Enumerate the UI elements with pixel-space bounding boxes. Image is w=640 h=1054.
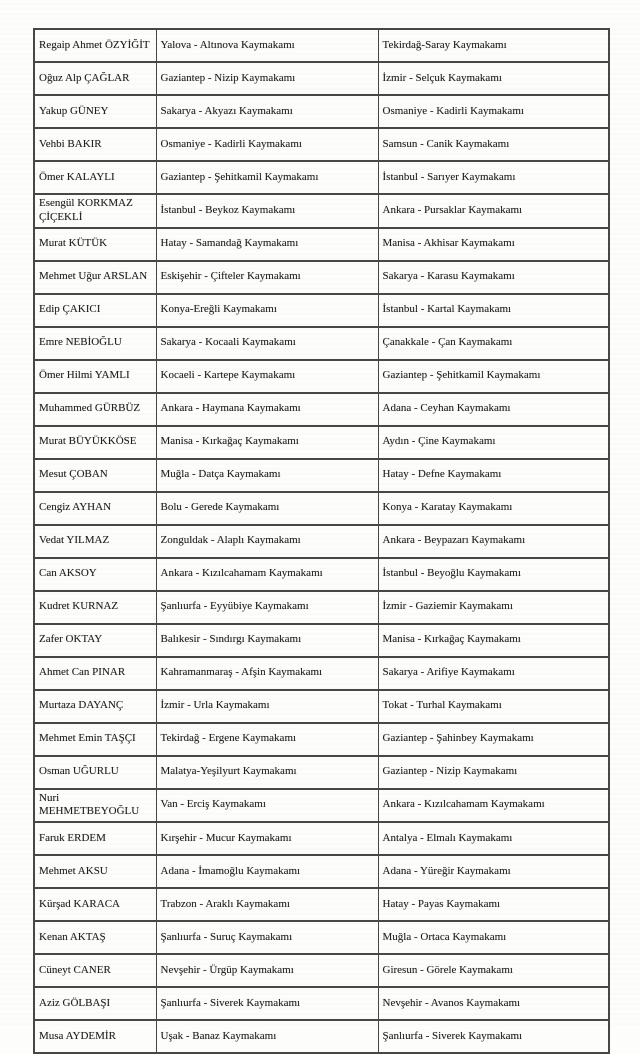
- new-post-cell: Ankara - Beypazarı Kaymakamı: [378, 525, 609, 558]
- new-post-cell: Antalya - Elmalı Kaymakamı: [378, 822, 609, 855]
- appointee-name-cell: Ömer KALAYLI: [34, 161, 156, 194]
- current-post-cell: Ankara - Haymana Kaymakamı: [156, 393, 378, 426]
- table-row: [34, 723, 609, 756]
- table-row: [34, 888, 609, 921]
- current-post-cell: Muğla - Datça Kaymakamı: [156, 459, 378, 492]
- appointee-name-cell: Kürşad KARACA: [34, 888, 156, 921]
- appointee-name-cell: Mehmet Emin TAŞÇI: [34, 723, 156, 756]
- appointee-name-cell: Vedat YILMAZ: [34, 525, 156, 558]
- appointee-name-cell: Murat KÜTÜK: [34, 228, 156, 261]
- table-row: [34, 459, 609, 492]
- appointee-name-cell: Aziz GÖLBAŞI: [34, 987, 156, 1020]
- new-post-cell: İzmir - Selçuk Kaymakamı: [378, 62, 609, 95]
- table-row: [34, 62, 609, 95]
- current-post-cell: Balıkesir - Sındırgı Kaymakamı: [156, 624, 378, 657]
- appointee-name-cell: Can AKSOY: [34, 558, 156, 591]
- table-row: [34, 690, 609, 723]
- current-post-cell: Gaziantep - Şehitkamil Kaymakamı: [156, 161, 378, 194]
- table-row: [34, 194, 609, 228]
- appointee-name-cell: Yakup GÜNEY: [34, 95, 156, 128]
- appointee-name-cell: Cengiz AYHAN: [34, 492, 156, 525]
- table-row: [34, 327, 609, 360]
- current-post-cell: İzmir - Urla Kaymakamı: [156, 690, 378, 723]
- table-row: [34, 261, 609, 294]
- appointee-name-cell: Cüneyt CANER: [34, 954, 156, 987]
- appointee-name-cell: Ahmet Can PINAR: [34, 657, 156, 690]
- table-row: [34, 161, 609, 194]
- current-post-cell: Nevşehir - Ürgüp Kaymakamı: [156, 954, 378, 987]
- new-post-cell: Hatay - Defne Kaymakamı: [378, 459, 609, 492]
- current-post-cell: Kocaeli - Kartepe Kaymakamı: [156, 360, 378, 393]
- current-post-cell: Tekirdağ - Ergene Kaymakamı: [156, 723, 378, 756]
- table-row: [34, 228, 609, 261]
- current-post-cell: Malatya-Yeşilyurt Kaymakamı: [156, 756, 378, 789]
- current-post-cell: Şanlıurfa - Suruç Kaymakamı: [156, 921, 378, 954]
- table-row: [34, 624, 609, 657]
- new-post-cell: Samsun - Canik Kaymakamı: [378, 128, 609, 161]
- current-post-cell: Sakarya - Akyazı Kaymakamı: [156, 95, 378, 128]
- table-row: [34, 657, 609, 690]
- new-post-cell: Hatay - Payas Kaymakamı: [378, 888, 609, 921]
- current-post-cell: Osmaniye - Kadirli Kaymakamı: [156, 128, 378, 161]
- appointee-name-cell: Osman UĞURLU: [34, 756, 156, 789]
- table-row: [34, 756, 609, 789]
- current-post-cell: Şanlıurfa - Siverek Kaymakamı: [156, 987, 378, 1020]
- table-row: [34, 921, 609, 954]
- new-post-cell: Gaziantep - Nizip Kaymakamı: [378, 756, 609, 789]
- table-row: [34, 987, 609, 1020]
- new-post-cell: Tokat - Turhal Kaymakamı: [378, 690, 609, 723]
- appointee-name-cell: Murtaza DAYANÇ: [34, 690, 156, 723]
- new-post-cell: Manisa - Akhisar Kaymakamı: [378, 228, 609, 261]
- current-post-cell: Ankara - Kızılcahamam Kaymakamı: [156, 558, 378, 591]
- table-row: [34, 393, 609, 426]
- appointee-name-cell: Kudret KURNAZ: [34, 591, 156, 624]
- table-row: [34, 426, 609, 459]
- current-post-cell: Kırşehir - Mucur Kaymakamı: [156, 822, 378, 855]
- appointee-name-cell: Regaip Ahmet ÖZYİĞİT: [34, 29, 156, 62]
- current-post-cell: Hatay - Samandağ Kaymakamı: [156, 228, 378, 261]
- new-post-cell: Şanlıurfa - Siverek Kaymakamı: [378, 1020, 609, 1053]
- new-post-cell: Nevşehir - Avanos Kaymakamı: [378, 987, 609, 1020]
- appointee-name-cell: Nuri MEHMETBEYOĞLU: [34, 789, 156, 823]
- table-row: [34, 855, 609, 888]
- table-row: [34, 525, 609, 558]
- table-row: [34, 789, 609, 823]
- appointee-name-cell: Zafer OKTAY: [34, 624, 156, 657]
- new-post-cell: Sakarya - Arifiye Kaymakamı: [378, 657, 609, 690]
- new-post-cell: Gaziantep - Şahinbey Kaymakamı: [378, 723, 609, 756]
- new-post-cell: Adana - Ceyhan Kaymakamı: [378, 393, 609, 426]
- current-post-cell: Eskişehir - Çifteler Kaymakamı: [156, 261, 378, 294]
- current-post-cell: Konya-Ereğli Kaymakamı: [156, 294, 378, 327]
- appointee-name-cell: Oğuz Alp ÇAĞLAR: [34, 62, 156, 95]
- current-post-cell: Sakarya - Kocaali Kaymakamı: [156, 327, 378, 360]
- new-post-cell: Ankara - Pursaklar Kaymakamı: [378, 194, 609, 228]
- table-row: [34, 294, 609, 327]
- appointee-name-cell: Ömer Hilmi YAMLI: [34, 360, 156, 393]
- new-post-cell: Çanakkale - Çan Kaymakamı: [378, 327, 609, 360]
- current-post-cell: Gaziantep - Nizip Kaymakamı: [156, 62, 378, 95]
- current-post-cell: Yalova - Altınova Kaymakamı: [156, 29, 378, 62]
- new-post-cell: Osmaniye - Kadirli Kaymakamı: [378, 95, 609, 128]
- appointee-name-cell: Musa AYDEMİR: [34, 1020, 156, 1053]
- new-post-cell: Giresun - Görele Kaymakamı: [378, 954, 609, 987]
- new-post-cell: İstanbul - Sarıyer Kaymakamı: [378, 161, 609, 194]
- table-row: [34, 29, 609, 62]
- new-post-cell: Konya - Karatay Kaymakamı: [378, 492, 609, 525]
- current-post-cell: Trabzon - Araklı Kaymakamı: [156, 888, 378, 921]
- table-row: [34, 954, 609, 987]
- table-row: [34, 822, 609, 855]
- appointee-name-cell: Mesut ÇOBAN: [34, 459, 156, 492]
- appointee-name-cell: Esengül KORKMAZ ÇİÇEKLİ: [34, 194, 156, 228]
- appointee-name-cell: Faruk ERDEM: [34, 822, 156, 855]
- new-post-cell: Tekirdağ-Saray Kaymakamı: [378, 29, 609, 62]
- appointee-name-cell: Vehbi BAKIR: [34, 128, 156, 161]
- current-post-cell: Zonguldak - Alaplı Kaymakamı: [156, 525, 378, 558]
- appointee-name-cell: Mehmet Uğur ARSLAN: [34, 261, 156, 294]
- current-post-cell: Kahramanmaraş - Afşin Kaymakamı: [156, 657, 378, 690]
- current-post-cell: Manisa - Kırkağaç Kaymakamı: [156, 426, 378, 459]
- appointee-name-cell: Kenan AKTAŞ: [34, 921, 156, 954]
- new-post-cell: Muğla - Ortaca Kaymakamı: [378, 921, 609, 954]
- current-post-cell: Şanlıurfa - Eyyübiye Kaymakamı: [156, 591, 378, 624]
- new-post-cell: Ankara - Kızılcahamam Kaymakamı: [378, 789, 609, 823]
- new-post-cell: Manisa - Kırkağaç Kaymakamı: [378, 624, 609, 657]
- appointee-name-cell: Mehmet AKSU: [34, 855, 156, 888]
- table-row: [34, 492, 609, 525]
- table-row: [34, 591, 609, 624]
- table-row: [34, 360, 609, 393]
- appointee-name-cell: Murat BÜYÜKKÖSE: [34, 426, 156, 459]
- current-post-cell: Bolu - Gerede Kaymakamı: [156, 492, 378, 525]
- new-post-cell: Gaziantep - Şehitkamil Kaymakamı: [378, 360, 609, 393]
- new-post-cell: İstanbul - Beyoğlu Kaymakamı: [378, 558, 609, 591]
- table-row: [34, 128, 609, 161]
- current-post-cell: Adana - İmamoğlu Kaymakamı: [156, 855, 378, 888]
- new-post-cell: Sakarya - Karasu Kaymakamı: [378, 261, 609, 294]
- appointments-table-body: [34, 29, 609, 1053]
- current-post-cell: Uşak - Banaz Kaymakamı: [156, 1020, 378, 1053]
- table-row: [34, 95, 609, 128]
- new-post-cell: İstanbul - Kartal Kaymakamı: [378, 294, 609, 327]
- table-row: [34, 558, 609, 591]
- appointee-name-cell: Edip ÇAKICI: [34, 294, 156, 327]
- appointments-table: [33, 28, 610, 1054]
- current-post-cell: İstanbul - Beykoz Kaymakamı: [156, 194, 378, 228]
- appointee-name-cell: Muhammed GÜRBÜZ: [34, 393, 156, 426]
- appointee-name-cell: Emre NEBİOĞLU: [34, 327, 156, 360]
- new-post-cell: Adana - Yüreğir Kaymakamı: [378, 855, 609, 888]
- new-post-cell: İzmir - Gaziemir Kaymakamı: [378, 591, 609, 624]
- current-post-cell: Van - Erciş Kaymakamı: [156, 789, 378, 823]
- new-post-cell: Aydın - Çine Kaymakamı: [378, 426, 609, 459]
